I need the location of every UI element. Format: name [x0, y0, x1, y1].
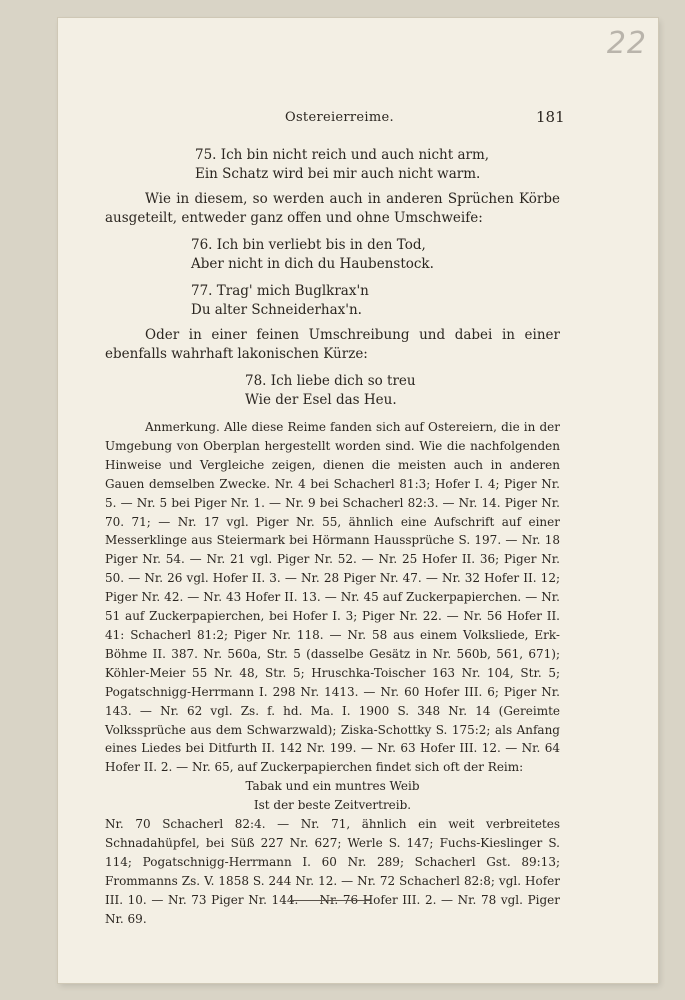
verse-76 — [191, 236, 560, 274]
running-title: Ostereierreime. — [285, 110, 394, 125]
verse-line: 76. Ich bin verliebt bis in den Tod, — [191, 237, 426, 253]
page-content — [105, 146, 560, 929]
pencil-page-mark: 22 — [606, 26, 647, 61]
paragraph-2: Oder in einer feinen Umschreibung und dabei in einer ebenfalls wahrhaft lakonischen Kürze: — [105, 327, 560, 362]
verse-line: Du alter Schneiderhax'n. — [191, 302, 362, 318]
footnote-text-part2: Nr. 70 Schacherl 82:4. — Nr. 71, ähnlich ein weit verbreitetes Schnadahüpfel, bei Süß 227 Nr. 627; Werle S. 147; Fuchs-Kieslinger S. 114; Pogatschnigg-Herrmann I. 60 Nr. 289; Schacherl Gst. 89:13; Frommanns Zs. V. 1858 S. 244 Nr. 12. — Nr. 72 Schacherl 82:8; vgl. Hofer III. 10. — Nr. 73 Piger Nr. 144. — Nr. 76 Hofer III. 2. — Nr. 78 vgl. Piger Nr. 69. — [105, 817, 560, 926]
verse-line: 78. Ich liebe dich so treu — [245, 373, 416, 389]
verse-line: Wie der Esel das Heu. — [245, 392, 397, 408]
footnote-verse-line: Tabak und ein muntres Weib — [245, 779, 420, 794]
page-number: 181 — [536, 108, 565, 126]
verse-line: 77. Trag' mich Buglkrax'n — [191, 283, 369, 299]
footnote-annotation — [105, 418, 560, 929]
verse-line: 75. Ich bin nicht reich und auch nicht arm, — [195, 147, 490, 163]
verse-line: Aber nicht in dich du Haubenstock. — [191, 256, 434, 272]
footnote-verse-line: Ist der beste Zeitvertreib. — [253, 798, 412, 813]
closing-rule — [290, 900, 370, 901]
paragraph-1: Wie in diesem, so werden auch in anderen Sprüchen Körbe ausgeteilt, entweder ganz offen und ohne Umschweife: — [105, 191, 560, 226]
footnote-text-part1: Anmerkung. Alle diese Reime fanden sich auf Ostereiern, die in der Umgebung von Oberplan hergestellt worden sind. Wie die nachfolgenden Hinweise und Vergleiche zeigen, dienen die meisten auch in anderen Gauen demselben Zwecke. Nr. 4 bei Schacherl 81:3; Hofer I. 4; Piger Nr. 5. — Nr. 5 bei Piger Nr. 1. — Nr. 9 bei Schacherl 82:3. — Nr. 14. Piger Nr. 70. 71; — Nr. 17 vgl. Piger Nr. 55, ähnlich eine Aufschrift auf einer Messerklinge aus Steiermark bei Hörmann Haussprüche S. 197. — Nr. 18 Piger Nr. 54. — Nr. 21 vgl. Piger Nr. 52. — Nr. 25 Hofer II. 36; Piger Nr. 50. — Nr. 26 vgl. Hofer II. 3. — Nr. 28 Piger Nr. 47. — Nr. 32 Hofer II. 12; Piger Nr. 42. — Nr. 43 Hofer II. 13. — Nr. 45 auf Zuckerpapierchen. — Nr. 51 auf Zuckerpapierchen, bei Hofer I. 3; Piger Nr. 22. — Nr. 56 Hofer II. 41: Schacherl 81:2; Piger Nr. 118. — Nr. 58 aus einem Volksliede, Erk-Böhme II. 387. Nr. 560a, Str. 5 (dasselbe Gesätz in Nr. 560b, 561, 671); Köhler-Meier 55 Nr. 48, Str. 5; Hruschka-Toischer 163 Nr. 104, Str. 5; Pogatschnigg-Herrmann I. 298 Nr. 1413. — Nr. 60 Hofer III. 6; Piger Nr. 143. — Nr. 62 vgl. Zs. f. hd. Ma. I. 1900 S. 348 Nr. 14 (Gereimte Volkssprüche aus dem Schwarzwald); Ziska-Schottky S. 175:2; als Anfang eines Liedes bei Ditfurth II. 142 Nr. 199. — Nr. 63 Hofer III. 12. — Nr. 64 Hofer II. 2. — Nr. 65, auf Zuckerpapierchen findet sich oft der Reim: — [105, 420, 560, 775]
verse-78 — [245, 372, 560, 410]
verse-77 — [191, 282, 560, 320]
verse-75 — [195, 146, 560, 184]
verse-line: Ein Schatz wird bei mir auch nicht warm. — [195, 166, 481, 182]
